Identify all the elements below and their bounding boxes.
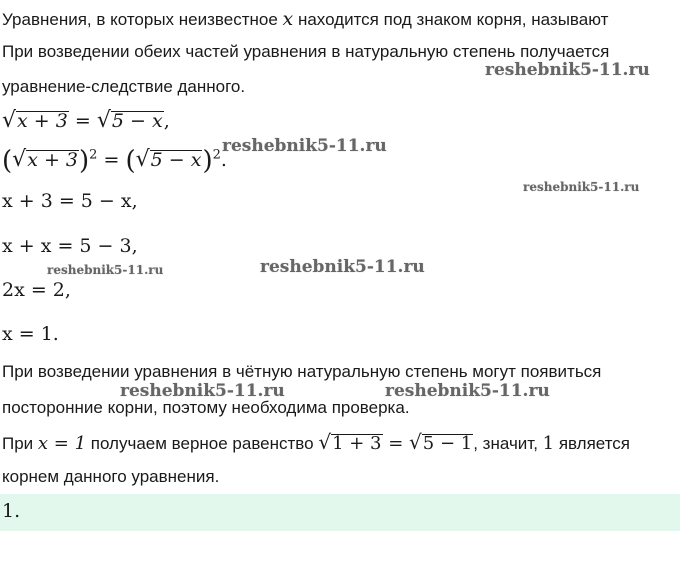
eq1-left-radicand: x + 3 [17,110,68,132]
watermark: reshebnik5-11.ru [222,136,387,156]
check-root: 1 [542,433,555,454]
equation-step-2: x + x = 5 − 3, [2,235,138,257]
check-right-radicand: 5 − 1 [422,433,473,454]
watermark: reshebnik5-11.ru [523,180,640,194]
watermark: reshebnik5-11.ru [120,381,285,401]
eq2-left-power: 2 [89,147,98,163]
check-text-a: При [2,434,38,453]
intro-text-b: находится под знаком корня, называют [293,10,609,29]
watermark: reshebnik5-11.ru [260,257,425,277]
equation-step-4: x = 1. [2,323,59,345]
check-text-c: , значит, [473,434,543,453]
eq2-right-radicand: 5 − x [150,149,202,171]
watermark: reshebnik5-11.ru [485,60,650,80]
paragraph-check-line2: корнем данного уравнения. [2,467,220,486]
check-equality: √1 + 3 = √5 − 1 [318,430,473,454]
check-left-radicand: 1 + 3 [332,433,382,454]
paragraph-squaring-line1: При возведении обеих частей уравнения в натуральную степень получается [2,42,610,61]
paragraph-extraneous-line1: При возведении уравнения в чётную натуральную степень могут появиться [2,362,602,381]
answer-box [0,494,680,531]
eq1-right-radicand: 5 − x [111,110,163,132]
answer-value: 1. [2,500,21,522]
watermark: reshebnik5-11.ru [47,263,164,277]
intro-text [2,8,608,30]
equation-step-1: x + 3 = 5 − x, [2,190,138,212]
check-condition: x = 1 [37,433,87,454]
equation-original: √x + 3 = √5 − x, [2,108,170,133]
paragraph-extraneous-line2: посторонние корни, поэтому необходима проверка. [2,398,410,417]
eq2-right-power: 2 [212,147,221,163]
intro-text-a: Уравнения, в которых неизвестное [2,10,283,29]
var-x: x [282,8,294,30]
equation-squared: $(√x + 3)^2 = (√5 - x)^2$. [2,146,227,176]
eq2-left-radicand: x + 3 [27,149,78,171]
check-text-d: является [554,434,630,453]
paragraph-check [2,430,630,454]
equation-step-3: 2x = 2, [2,279,71,301]
paragraph-squaring-line2: уравнение-следствие данного. [2,77,246,96]
watermark: reshebnik5-11.ru [385,381,550,401]
check-text-b: получаем верное равенство [86,434,319,453]
